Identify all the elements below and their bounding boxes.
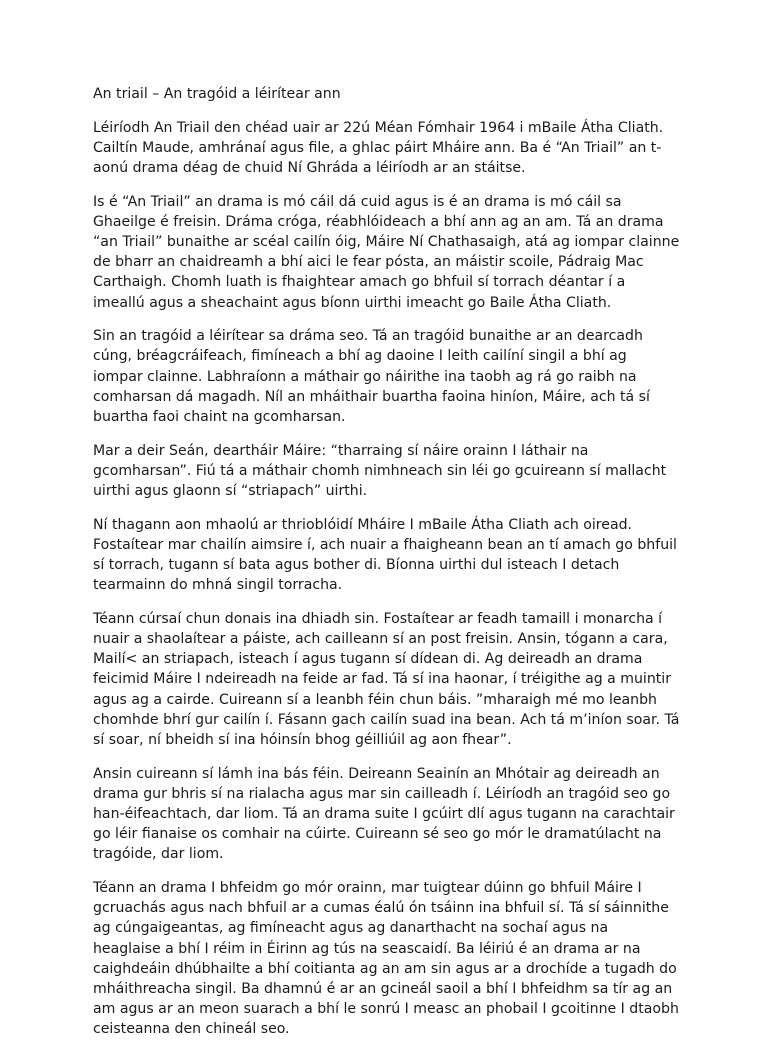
paragraph-death: Ansin cuireann sí lámh ina bás féin. Deireann Seainín an Mhótair ag deireadh an drama gur bhris sí na rialacha agus mar sin cailleadh í. Léiríodh an tragóid seo go han-éifeachtach, dar liom. Tá an drama suite I gcúirt dlí agus tugann na carachtair go léir fianaise os comhair na cúirte. Cuireann sé seo go mór le dramatúlacht na tragóide, dar liom.	[93, 765, 675, 863]
paragraph-sean-quote: Mar a deir Seán, deartháir Máire: “tharraing sí náire orainn I láthair na gcomharsan”. Fiú tá a máthair chomh nimhneach sin léi go gcuireann sí mallacht uirthi agus glaonn sí “striapach” uirthi.	[93, 442, 667, 500]
paragraph-impact: Téann an drama I bhfeidm go mór orainn, mar tuigtear dúinn go bhfuil Máire I gcruachás agus nach bhfuil ar a cumas éalú ón tsáinn ina bhfuil sí. Tá sí sáinnithe ag cúngaigeantas, ag fimíneacht agus ag danarthacht na sochaí agus na heaglaise a bhí I réim in Éirinn ag tús na seascaidí. Ba léiriú é an drama ar na caighdeáin dhúbhailte a bhí coitianta ag an am sin agus ar a drochíde a tugadh do mháithreacha singil. Ba dhamnú é ar an gcineál saoil a bhí I bhfeidhm sa tír ag an am agus ar an meon suarach a bhí le sonrú I measc an phobail I gcoitinne I dtaobh ceisteanna den chineál seo.	[93, 880, 679, 1038]
paragraph-decline: Téann cúrsaí chun donais ina dhiadh sin. Fostaítear ar feadh tamaill i monarcha í nuair a shaolaítear a páiste, ach cailleann sí an post freisin. Ansin, tógann a cara, Mailí< an striapach, isteach í agus tugann sí dídean di. Ag deireadh an drama feicimid Máire I ndeireadh na feide ar fad. Tá sí ina haonar, í tréigithe ag a muintir agus ag a cairde. Cuireann sí a leanbh féin chun báis. ”mharaigh mé mo leanbh chomhde bhrí gur cailín í. Fásann gach cailín suad ina bean. Ach tá m’iníon soar. Tá sí soar, ní bheidh sí ina hóinsín bhog géilliúil ag aon fhear”.	[93, 610, 680, 749]
document-page	[93, 84, 680, 1053]
paragraph-tragedy: Sin an tragóid a léirítear sa dráma seo. Tá an tragóid bunaithe ar an dearcadh cúng, bréagcráifeach, fimíneach a bhí ag daoine I leith cailíní singil a bhí ag iompar clainne. Labhraíonn a máthair go náirithe ina taobh ag rá go raibh na comharsan dá magadh. Níl an mháithair buartha faoina hiníon, Máire, ach tá sí buartha faoi chaint na gcomharsan.	[93, 328, 650, 426]
paragraph-plot-summary: Is é “An Triail” an drama is mó cáil dá cuid agus is é an drama is mó cáil sa Ghaeilge é freisin. Dráma cróga, réabhlóideach a bhí ann ag an am. Tá an drama “an Triail” bunaithe ar scéal cailín óig, Máire Ní Chathasaigh, atá ag iompar clainne de bharr an chaidreamh a bhí aici le fear pósta, an máistir scoile, Pádraig Mac Carthaigh. Chomh luath is fhaightear amach go bhfuil sí torrach déantar í a imeallú agus a sheachaint agus bíonn uirthi imeacht go Baile Átha Cliath.	[93, 193, 680, 311]
document-heading: An triail – An tragóid a léirítear ann	[93, 86, 341, 102]
paragraph-premiere: Léiríodh An Triail den chéad uair ar 22ú Méan Fómhair 1964 i mBaile Átha Cliath. Cailtín Maude, amhránaí agus file, a ghlac páirt Mháire ann. Ba é “An Triail” an t-aonú drama déag de chuid Ní Ghráda a léiríodh ar an stáitse.	[93, 119, 664, 176]
paragraph-dublin-troubles: Ní thagann aon mhaolú ar thrioblóidí Mháire I mBaile Átha Cliath ach oiread. Fostaítear mar chailín aimsire í, ach nuair a fhaigheann bean an tí amach go bhfuil sí torrach, tugann sí bata agus bother di. Bíonna uirthi dul isteach I detach tearmainn do mhná singil torracha.	[93, 516, 677, 594]
